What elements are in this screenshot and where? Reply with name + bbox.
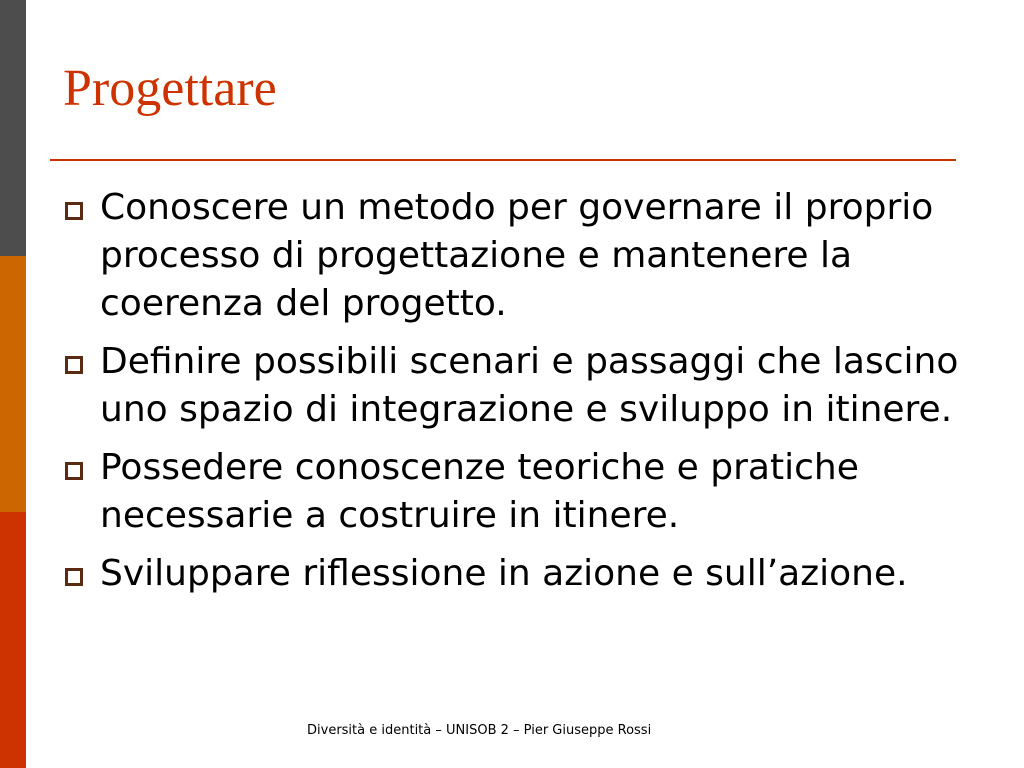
slide-footer: Diversità e identità – UNISOB 2 – Pier Giuseppe Rossi: [307, 723, 652, 738]
square-bullet-icon: [65, 356, 83, 374]
bullet-text: Possedere conoscenze teoriche e pratiche necessarie a costruire in itinere.: [100, 447, 859, 536]
square-bullet-icon: [65, 202, 83, 220]
bullet-item: [62, 550, 962, 598]
side-band-top: [0, 0, 26, 256]
bullet-list: [62, 184, 962, 608]
square-bullet-icon: [65, 462, 83, 480]
bullet-item: [62, 184, 962, 328]
bullet-item: [62, 444, 962, 540]
bullet-text: Definire possibili scenari e passaggi che lascino uno spazio di integrazione e sviluppo in itinere.: [100, 341, 959, 430]
square-bullet-icon: [65, 568, 83, 586]
slide-title: Progettare: [63, 60, 277, 117]
bullet-text: Sviluppare riflessione in azione e sull’azione.: [100, 553, 908, 594]
title-divider: [50, 159, 956, 161]
bullet-item: [62, 338, 962, 434]
side-band-middle: [0, 256, 26, 512]
bullet-text: Conoscere un metodo per governare il proprio processo di progettazione e mantenere la coerenza del progetto.: [100, 187, 934, 324]
side-band-bottom: [0, 512, 26, 768]
